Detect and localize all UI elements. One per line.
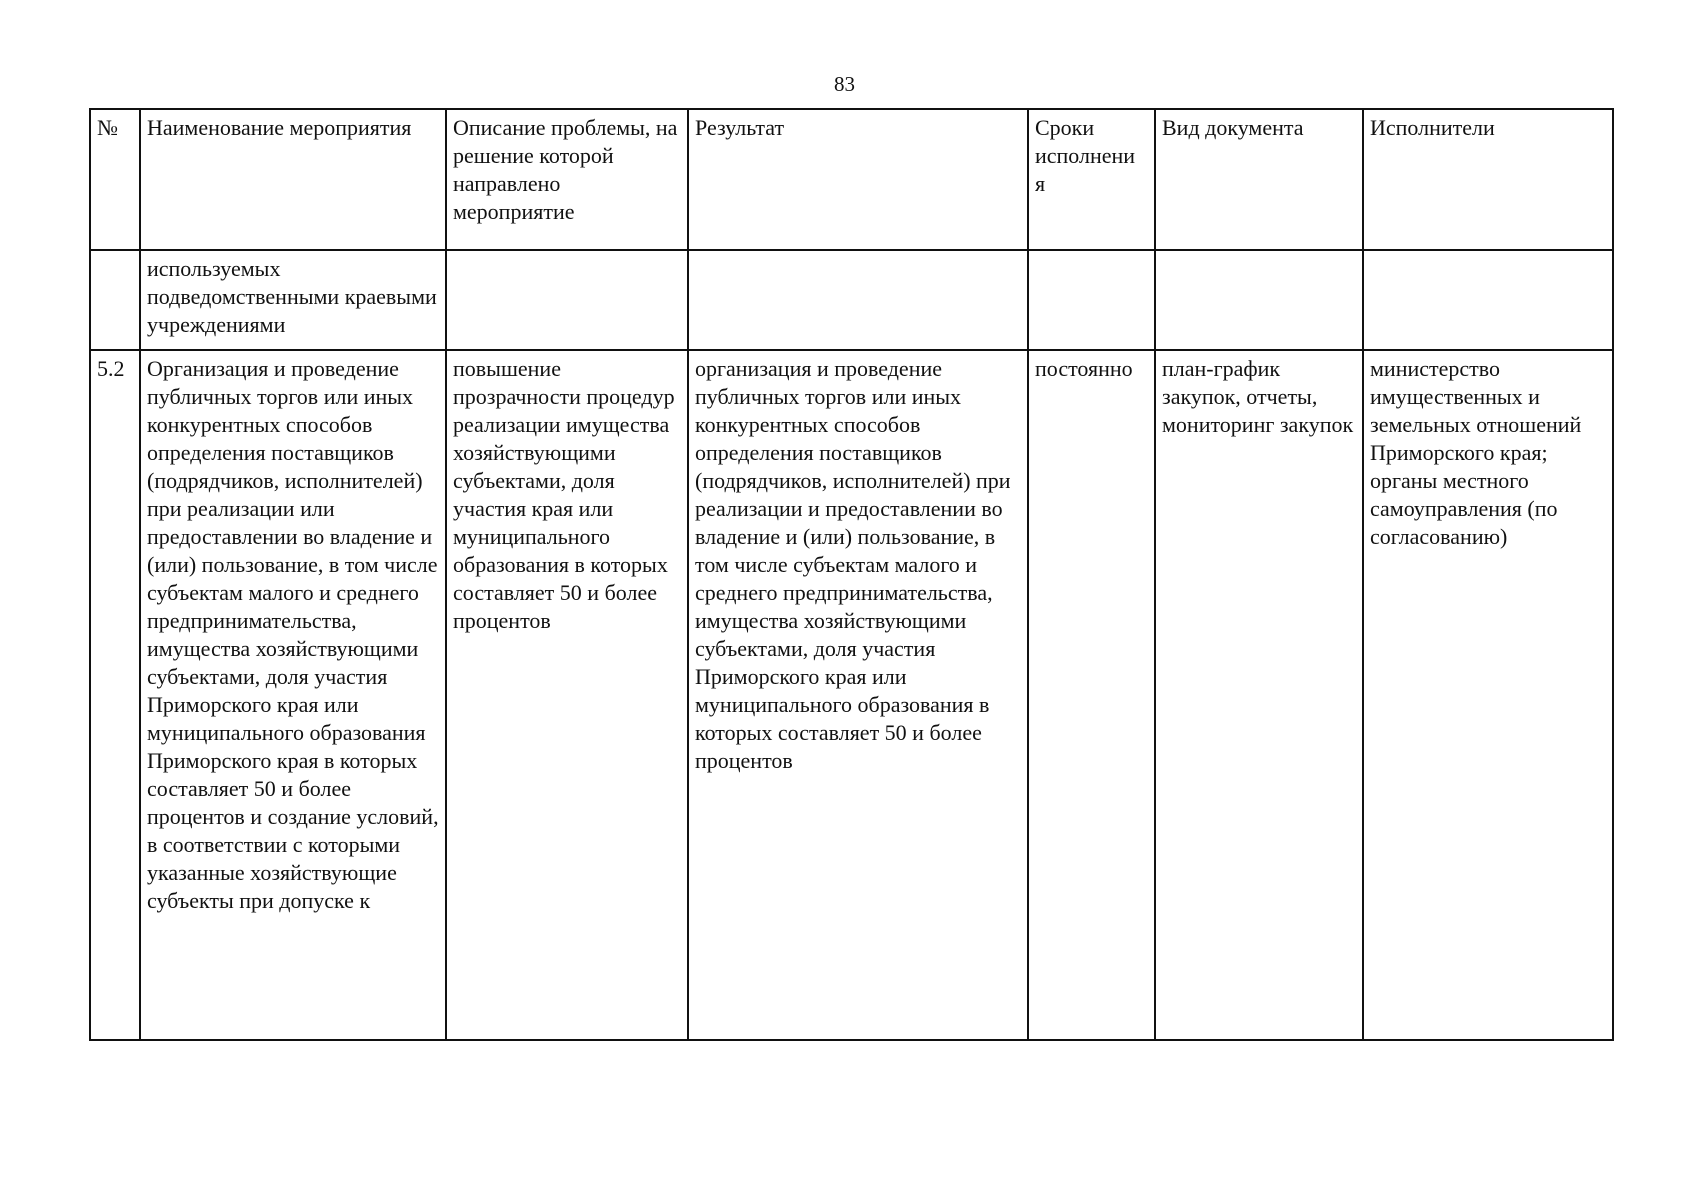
cell-name: используемых подведомственными краевыми учреждениями [140, 250, 446, 350]
cell-executors: министерство имущественных и земельных отношений Приморского края; органы местного самоуправления (по согласованию) [1363, 350, 1613, 1040]
cell-problem: повышение прозрачности процедур реализации имущества хозяйствующими субъектами, доля участия края или муниципального образования в которых составляет 50 и более процентов [446, 350, 688, 1040]
cell-num [90, 250, 140, 350]
page-number: 83 [834, 72, 855, 96]
cell-num: 5.2 [90, 350, 140, 1040]
cell-doc-type [1155, 250, 1363, 350]
header-executors: Исполнители [1363, 109, 1613, 250]
measures-table [89, 108, 1614, 1041]
table-row [90, 250, 1613, 350]
header-doc-type: Вид документа [1155, 109, 1363, 250]
header-num: № [90, 109, 140, 250]
cell-result [688, 250, 1028, 350]
cell-executors [1363, 250, 1613, 350]
header-name: Наименование мероприятия [140, 109, 446, 250]
cell-problem [446, 250, 688, 350]
cell-name: Организация и проведение публичных торгов или иных конкурентных способов определения поставщиков (подрядчиков, исполнителей) при реализации или предоставлении во владение и (или) пользование, в том числе субъектам малого и среднего предпринимательства, имущества хозяйствующими субъектами, доля участия Приморского края или муниципального образования Приморского края в которых составляет 50 и более процентов и создание условий, в соответствии с которыми указанные хозяйствующие субъекты при допуске к [140, 350, 446, 1040]
header-result: Результат [688, 109, 1028, 250]
header-row [90, 109, 1613, 250]
header-terms: Сроки исполнени я [1028, 109, 1155, 250]
cell-doc-type: план-график закупок, отчеты, мониторинг закупок [1155, 350, 1363, 1040]
cell-result: организация и проведение публичных торгов или иных конкурентных способов определения поставщиков (подрядчиков, исполнителей) при реализации и предоставлении во владение и (или) пользование, в том числе субъектам малого и среднего предпринимательства, имущества хозяйствующими субъектами, доля участия Приморского края или муниципального образования в которых составляет 50 и более процентов [688, 350, 1028, 1040]
cell-terms [1028, 250, 1155, 350]
header-problem: Описание проблемы, на решение которой направлено мероприятие [446, 109, 688, 250]
table-row [90, 350, 1613, 1040]
cell-terms: постоянно [1028, 350, 1155, 1040]
